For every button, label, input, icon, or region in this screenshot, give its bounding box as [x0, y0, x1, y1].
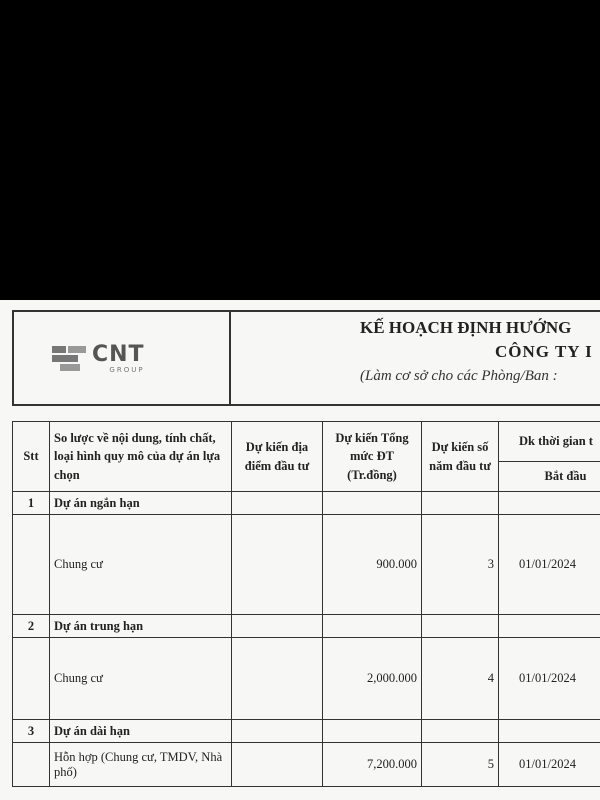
col-start: Bắt đầu — [499, 462, 600, 492]
document-title: KẾ HOẠCH ĐỊNH HƯỚNG — [360, 318, 572, 337]
table-row: Chung cư 2,000.000 4 01/01/2024 — [13, 638, 600, 720]
logo-text: CNT — [92, 342, 145, 367]
col-years: Dự kiến số năm đầu tư — [422, 422, 499, 492]
logo-subtext: GROUP — [109, 366, 145, 374]
document-page — [0, 300, 600, 800]
col-location: Dự kiến địa điểm đầu tư — [232, 422, 323, 492]
col-time: Dk thời gian t — [499, 422, 600, 462]
col-content: So lược về nội dung, tính chất, loại hình quy mô của dự án lựa chọn — [50, 422, 232, 492]
company-logo — [52, 344, 145, 374]
col-stt: Stt — [13, 422, 50, 492]
col-total-investment: Dự kiến Tổng mức ĐT (Tr.đồng) — [323, 422, 422, 492]
section-row: 2 Dự án trung hạn — [13, 615, 600, 638]
section-row: 3 Dự án dài hạn — [13, 720, 600, 743]
document-subtitle: (Làm cơ sở cho các Phòng/Ban : — [360, 368, 558, 384]
company-name: CÔNG TY I — [495, 342, 593, 361]
investment-plan-table — [12, 421, 600, 787]
section-row: 1 Dự án ngắn hạn — [13, 492, 600, 515]
table-row: Chung cư 900.000 3 01/01/2024 — [13, 515, 600, 615]
table-row: Hỗn hợp (Chung cư, TMDV, Nhà phố) 7,200.000 5 01/01/2024 — [13, 743, 600, 787]
cnt-logo-icon — [52, 346, 88, 372]
